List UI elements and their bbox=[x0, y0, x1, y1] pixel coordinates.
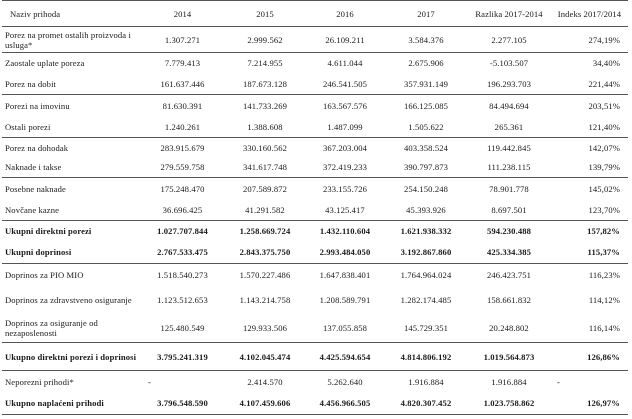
cell-2014: 1.307.271 bbox=[164, 34, 201, 45]
cell-2014: 7.779.413 bbox=[140, 53, 225, 74]
row-name: Porez na dohodak bbox=[2, 138, 140, 158]
cell-2016: 233.155.726 bbox=[305, 178, 385, 200]
cell-2015: 1.388.608 bbox=[247, 122, 283, 133]
table-row bbox=[2, 264, 628, 286]
cell-2017: 1.621.938.332 bbox=[385, 221, 467, 242]
table-row bbox=[2, 286, 628, 314]
row-name: Posebne naknade bbox=[2, 178, 140, 200]
cell-2017: 403.358.524 bbox=[385, 138, 467, 158]
cell-2015: 341.617.748 bbox=[242, 162, 288, 173]
table-row bbox=[2, 95, 628, 118]
cell-2014: 125.480.549 bbox=[160, 322, 205, 333]
cell-2017: 357.931.149 bbox=[403, 78, 449, 89]
cell-2015: 129.933.506 bbox=[242, 322, 288, 333]
revenue-table bbox=[2, 0, 628, 415]
cell-2016: 5.262.640 bbox=[305, 371, 385, 393]
header-razlika: Razlika 2017-2014 bbox=[467, 1, 551, 27]
cell-razlika: 84.494.694 bbox=[467, 95, 551, 118]
table-row bbox=[2, 343, 628, 371]
cell-2017: 145.729.351 bbox=[403, 322, 449, 333]
cell-razlika: 158.661.832 bbox=[486, 294, 532, 305]
cell-indeks: - bbox=[551, 371, 628, 393]
row-name: Ukupni doprinosi bbox=[5, 247, 72, 258]
cell-2016: 1.432.110.604 bbox=[305, 221, 385, 242]
table-row bbox=[2, 393, 628, 415]
cell-indeks: 139,79% bbox=[588, 162, 620, 173]
cell-2015: 41.291.582 bbox=[245, 204, 285, 215]
row-name: Novčane kazne bbox=[5, 204, 60, 215]
table-header-row bbox=[2, 1, 628, 27]
cell-2017: 166.125.085 bbox=[385, 95, 467, 118]
cell-indeks: 274,19% bbox=[588, 34, 620, 45]
row-name: Ukupni direktni porezi bbox=[2, 221, 140, 242]
header-2014: 2014 bbox=[140, 1, 225, 27]
cell-razlika: 246.423.751 bbox=[467, 264, 551, 286]
cell-razlika: 111.238.115 bbox=[487, 162, 531, 173]
cell-2015: 1.570.227.486 bbox=[225, 264, 305, 286]
table-row bbox=[2, 242, 628, 264]
table-row bbox=[2, 158, 628, 178]
cell-razlika: 1.023.758.862 bbox=[467, 393, 551, 415]
row-name: Porez na promet ostalih proizvoda i usluga* bbox=[5, 29, 131, 50]
cell-2015: 187.673.128 bbox=[242, 78, 288, 89]
cell-razlika: 425.334.385 bbox=[486, 247, 532, 258]
cell-2016: 26.109.211 bbox=[325, 34, 365, 45]
cell-2016: 1.208.589.791 bbox=[319, 294, 371, 305]
cell-2017: 3.584.376 bbox=[408, 34, 444, 45]
cell-indeks: 221,44% bbox=[588, 78, 620, 89]
cell-2014: 161.637.446 bbox=[160, 78, 205, 89]
cell-2017: 254.150.248 bbox=[385, 178, 467, 200]
cell-razlika: -5.103.507 bbox=[467, 53, 551, 74]
cell-indeks: 121,40% bbox=[588, 122, 620, 133]
header-2015: 2015 bbox=[225, 1, 305, 27]
table-row bbox=[2, 371, 628, 393]
cell-2017: 1.916.884 bbox=[385, 371, 467, 393]
table-row bbox=[2, 118, 628, 138]
table-row bbox=[2, 74, 628, 95]
cell-2016: 1.487.099 bbox=[327, 122, 363, 133]
cell-2015: 207.589.872 bbox=[225, 178, 305, 200]
cell-2014: 1.123.512.653 bbox=[157, 294, 208, 305]
cell-razlika: 2.277.105 bbox=[491, 34, 527, 45]
cell-razlika: 8.697.501 bbox=[491, 204, 527, 215]
cell-indeks: 126,97% bbox=[551, 393, 628, 415]
cell-2015: 141.733.269 bbox=[225, 95, 305, 118]
cell-2015: 2.414.570 bbox=[225, 371, 305, 393]
row-name: Doprinos za zdravstveno osiguranje bbox=[5, 294, 132, 305]
cell-indeks: 145,02% bbox=[551, 178, 628, 200]
header-indeks: Indeks 2017/2014 bbox=[551, 1, 628, 27]
cell-2015: 2.843.375.750 bbox=[239, 247, 291, 258]
cell-2017: 4.820.307.452 bbox=[385, 393, 467, 415]
cell-2016: 4.456.966.505 bbox=[305, 393, 385, 415]
row-name: Porezi na imovinu bbox=[2, 95, 140, 118]
cell-indeks: 142,07% bbox=[551, 138, 628, 158]
cell-indeks: 126,86% bbox=[551, 343, 628, 371]
cell-razlika: 119.442.845 bbox=[467, 138, 551, 158]
cell-2016: 372.419.233 bbox=[322, 162, 368, 173]
table-row bbox=[2, 221, 628, 242]
row-name: Porez na dobit bbox=[5, 78, 57, 89]
table-row bbox=[2, 178, 628, 200]
cell-2014: 279.559.758 bbox=[160, 162, 205, 173]
cell-2016: 246.541.505 bbox=[322, 78, 368, 89]
cell-2015: 4.107.459.606 bbox=[225, 393, 305, 415]
header-2017: 2017 bbox=[385, 1, 467, 27]
cell-indeks: 157,82% bbox=[551, 221, 628, 242]
cell-2015: 7.214.955 bbox=[225, 53, 305, 74]
cell-2015: 4.102.045.474 bbox=[225, 343, 305, 371]
cell-indeks: 34,40% bbox=[551, 53, 628, 74]
cell-2015: 1.258.669.724 bbox=[225, 221, 305, 242]
cell-2014: 1.518.540.273 bbox=[140, 264, 225, 286]
table-row bbox=[2, 27, 628, 53]
cell-razlika: 265.361 bbox=[494, 122, 524, 133]
cell-2017: 4.814.806.192 bbox=[385, 343, 467, 371]
row-name: Doprinos za PIO MIO bbox=[2, 264, 140, 286]
cell-2014: 36.696.425 bbox=[162, 204, 203, 215]
table-row bbox=[2, 138, 628, 158]
cell-2016: 137.055.858 bbox=[322, 322, 368, 333]
cell-indeks: 115,37% bbox=[587, 247, 620, 258]
row-name: Ukupno naplaćeni prihodi bbox=[2, 393, 140, 415]
cell-2014: - bbox=[140, 371, 225, 393]
cell-razlika: 594.230.488 bbox=[467, 221, 551, 242]
cell-razlika: 20.248.802 bbox=[489, 322, 529, 333]
row-name: Naknade i takse bbox=[5, 162, 62, 173]
cell-razlika: 1.916.884 bbox=[467, 371, 551, 393]
cell-indeks: 123,70% bbox=[588, 204, 620, 215]
cell-2017: 1.282.174.485 bbox=[400, 294, 452, 305]
cell-2014: 1.240.261 bbox=[164, 122, 201, 133]
row-name: Ostali porezi bbox=[5, 122, 51, 133]
cell-2014: 3.795.241.319 bbox=[140, 343, 225, 371]
cell-indeks: 116,23% bbox=[551, 264, 628, 286]
cell-2017: 2.675.906 bbox=[385, 53, 467, 74]
cell-2016: 4.611.044 bbox=[305, 53, 385, 74]
table-row bbox=[2, 314, 628, 343]
cell-2017: 3.192.867.860 bbox=[400, 247, 452, 258]
cell-2015: 330.160.562 bbox=[225, 138, 305, 158]
row-name: Ukupno direktni porezi i doprinosi bbox=[2, 343, 140, 371]
cell-indeks: 116,14% bbox=[588, 322, 620, 333]
row-name: Zaostale uplate poreza bbox=[2, 53, 140, 74]
cell-indeks: 114,12% bbox=[588, 294, 620, 305]
cell-2014: 283.915.679 bbox=[140, 138, 225, 158]
cell-2017: 1.505.622 bbox=[408, 122, 444, 133]
cell-2016: 2.993.484.050 bbox=[319, 247, 371, 258]
row-name: Neporezni prihodi* bbox=[2, 371, 140, 393]
cell-razlika: 196.293.703 bbox=[486, 78, 532, 89]
cell-2015: 2.999.562 bbox=[247, 34, 283, 45]
cell-2015: 1.143.214.758 bbox=[239, 294, 291, 305]
table-row bbox=[2, 200, 628, 221]
cell-razlika: 78.901.778 bbox=[467, 178, 551, 200]
table-row bbox=[2, 53, 628, 74]
header-2016: 2016 bbox=[305, 1, 385, 27]
cell-2016: 43.125.417 bbox=[325, 204, 365, 215]
cell-2014: 2.767.533.475 bbox=[157, 247, 208, 258]
cell-2014: 3.796.548.590 bbox=[140, 393, 225, 415]
cell-2017: 390.797.873 bbox=[403, 162, 449, 173]
cell-2016: 163.567.576 bbox=[305, 95, 385, 118]
cell-2014: 1.027.707.844 bbox=[140, 221, 225, 242]
cell-2016: 4.425.594.654 bbox=[305, 343, 385, 371]
cell-2017: 1.764.964.024 bbox=[385, 264, 467, 286]
cell-razlika: 1.019.564.873 bbox=[467, 343, 551, 371]
header-naziv: Naziv prihoda bbox=[2, 1, 140, 27]
cell-indeks: 203,51% bbox=[551, 95, 628, 118]
cell-2014: 175.248.470 bbox=[140, 178, 225, 200]
cell-2017: 45.393.926 bbox=[406, 204, 446, 215]
cell-2016: 367.203.004 bbox=[305, 138, 385, 158]
cell-2016: 1.647.838.401 bbox=[305, 264, 385, 286]
row-name: Doprinos za osiguranje od nezaposlenosti bbox=[5, 317, 98, 338]
cell-2014: 81.630.391 bbox=[140, 95, 225, 118]
